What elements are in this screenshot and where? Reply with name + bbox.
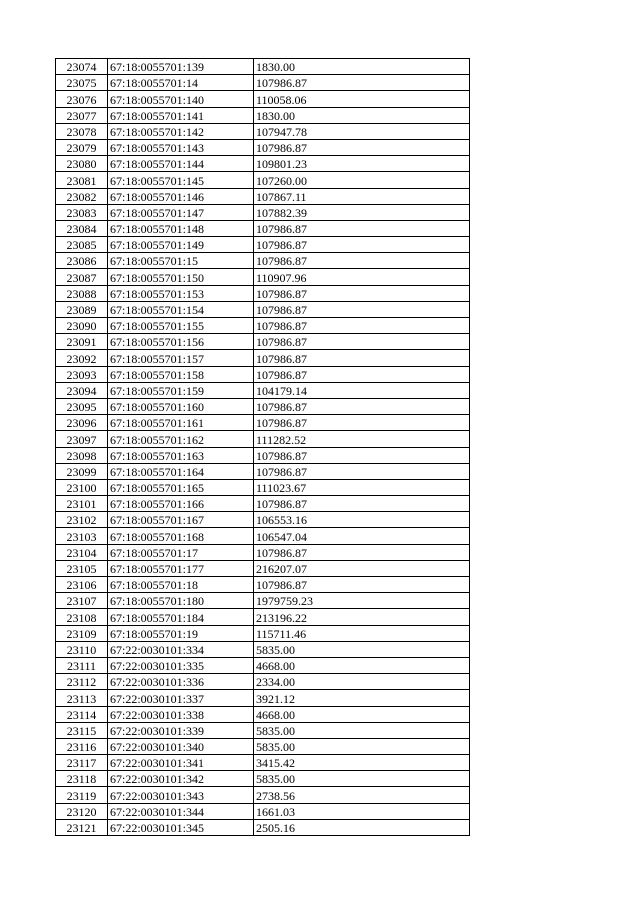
value-cell: 5835.00 bbox=[254, 722, 470, 738]
table-row bbox=[56, 334, 470, 350]
value-cell: 4668.00 bbox=[254, 657, 470, 673]
table-row bbox=[56, 204, 470, 220]
row-number-cell: 23109 bbox=[56, 625, 108, 641]
row-number-cell: 23098 bbox=[56, 447, 108, 463]
table-row bbox=[56, 803, 470, 819]
row-number-cell: 23097 bbox=[56, 431, 108, 447]
row-number-cell: 23091 bbox=[56, 334, 108, 350]
cadastral-number-cell: 67:22:0030101:341 bbox=[108, 755, 254, 771]
cadastral-number-cell: 67:18:0055701:142 bbox=[108, 123, 254, 139]
cadastral-number-cell: 67:18:0055701:159 bbox=[108, 382, 254, 398]
row-number-cell: 23088 bbox=[56, 285, 108, 301]
cadastral-number-cell: 67:22:0030101:340 bbox=[108, 738, 254, 754]
table-row bbox=[56, 722, 470, 738]
row-number-cell: 23120 bbox=[56, 803, 108, 819]
row-number-cell: 23076 bbox=[56, 91, 108, 107]
row-number-cell: 23094 bbox=[56, 382, 108, 398]
value-cell: 1830.00 bbox=[254, 59, 470, 75]
table-body bbox=[56, 59, 470, 836]
table-row bbox=[56, 674, 470, 690]
row-number-cell: 23106 bbox=[56, 577, 108, 593]
cadastral-number-cell: 67:18:0055701:158 bbox=[108, 366, 254, 382]
value-cell: 107986.87 bbox=[254, 398, 470, 414]
value-cell: 1830.00 bbox=[254, 107, 470, 123]
row-number-cell: 23116 bbox=[56, 738, 108, 754]
cadastral-number-cell: 67:18:0055701:157 bbox=[108, 350, 254, 366]
row-number-cell: 23074 bbox=[56, 59, 108, 75]
row-number-cell: 23117 bbox=[56, 755, 108, 771]
value-cell: 4668.00 bbox=[254, 706, 470, 722]
cadastral-number-cell: 67:18:0055701:166 bbox=[108, 496, 254, 512]
row-number-cell: 23105 bbox=[56, 560, 108, 576]
cadastral-number-cell: 67:22:0030101:334 bbox=[108, 641, 254, 657]
table-row bbox=[56, 366, 470, 382]
table-row bbox=[56, 463, 470, 479]
cadastral-number-cell: 67:22:0030101:336 bbox=[108, 674, 254, 690]
row-number-cell: 23099 bbox=[56, 463, 108, 479]
cadastral-number-cell: 67:22:0030101:345 bbox=[108, 819, 254, 835]
value-cell: 107986.87 bbox=[254, 350, 470, 366]
row-number-cell: 23090 bbox=[56, 318, 108, 334]
value-cell: 5835.00 bbox=[254, 771, 470, 787]
table-row bbox=[56, 593, 470, 609]
cadastral-number-cell: 67:18:0055701:19 bbox=[108, 625, 254, 641]
row-number-cell: 23084 bbox=[56, 220, 108, 236]
cadastral-number-cell: 67:18:0055701:154 bbox=[108, 301, 254, 317]
value-cell: 107986.87 bbox=[254, 237, 470, 253]
table-row bbox=[56, 641, 470, 657]
row-number-cell: 23082 bbox=[56, 188, 108, 204]
cadastral-number-cell: 67:18:0055701:15 bbox=[108, 253, 254, 269]
row-number-cell: 23110 bbox=[56, 641, 108, 657]
row-number-cell: 23080 bbox=[56, 156, 108, 172]
table-row bbox=[56, 107, 470, 123]
table-row bbox=[56, 479, 470, 495]
cadastral-number-cell: 67:18:0055701:141 bbox=[108, 107, 254, 123]
table-row bbox=[56, 690, 470, 706]
cadastral-number-cell: 67:18:0055701:161 bbox=[108, 415, 254, 431]
row-number-cell: 23095 bbox=[56, 398, 108, 414]
table-row bbox=[56, 738, 470, 754]
cadastral-number-cell: 67:18:0055701:153 bbox=[108, 285, 254, 301]
cadastral-number-cell: 67:22:0030101:339 bbox=[108, 722, 254, 738]
cadastral-number-cell: 67:18:0055701:143 bbox=[108, 139, 254, 155]
table-row bbox=[56, 512, 470, 528]
table-row bbox=[56, 91, 470, 107]
table-row bbox=[56, 447, 470, 463]
value-cell: 107986.87 bbox=[254, 285, 470, 301]
row-number-cell: 23077 bbox=[56, 107, 108, 123]
row-number-cell: 23075 bbox=[56, 75, 108, 91]
cadastral-number-cell: 67:18:0055701:164 bbox=[108, 463, 254, 479]
row-number-cell: 23119 bbox=[56, 787, 108, 803]
value-cell: 109801.23 bbox=[254, 156, 470, 172]
row-number-cell: 23113 bbox=[56, 690, 108, 706]
value-cell: 107882.39 bbox=[254, 204, 470, 220]
table-row bbox=[56, 544, 470, 560]
value-cell: 107947.78 bbox=[254, 123, 470, 139]
value-cell: 107986.87 bbox=[254, 75, 470, 91]
table-row bbox=[56, 415, 470, 431]
table-row bbox=[56, 253, 470, 269]
row-number-cell: 23081 bbox=[56, 172, 108, 188]
table-row bbox=[56, 382, 470, 398]
value-cell: 5835.00 bbox=[254, 641, 470, 657]
row-number-cell: 23093 bbox=[56, 366, 108, 382]
row-number-cell: 23115 bbox=[56, 722, 108, 738]
cadastral-number-cell: 67:18:0055701:168 bbox=[108, 528, 254, 544]
row-number-cell: 23101 bbox=[56, 496, 108, 512]
table-row bbox=[56, 285, 470, 301]
table-row bbox=[56, 139, 470, 155]
table-row bbox=[56, 398, 470, 414]
table-row bbox=[56, 496, 470, 512]
row-number-cell: 23112 bbox=[56, 674, 108, 690]
table-row bbox=[56, 220, 470, 236]
cadastral-number-cell: 67:18:0055701:139 bbox=[108, 59, 254, 75]
cadastral-number-cell: 67:18:0055701:140 bbox=[108, 91, 254, 107]
value-cell: 5835.00 bbox=[254, 738, 470, 754]
table-row bbox=[56, 301, 470, 317]
cadastral-number-cell: 67:18:0055701:177 bbox=[108, 560, 254, 576]
value-cell: 107986.87 bbox=[254, 496, 470, 512]
cadastral-number-cell: 67:18:0055701:184 bbox=[108, 609, 254, 625]
value-cell: 107986.87 bbox=[254, 139, 470, 155]
row-number-cell: 23118 bbox=[56, 771, 108, 787]
value-cell: 107986.87 bbox=[254, 463, 470, 479]
row-number-cell: 23087 bbox=[56, 269, 108, 285]
row-number-cell: 23079 bbox=[56, 139, 108, 155]
row-number-cell: 23102 bbox=[56, 512, 108, 528]
table-row bbox=[56, 59, 470, 75]
value-cell: 107867.11 bbox=[254, 188, 470, 204]
value-cell: 1661.03 bbox=[254, 803, 470, 819]
row-number-cell: 23114 bbox=[56, 706, 108, 722]
cadastral-number-cell: 67:22:0030101:338 bbox=[108, 706, 254, 722]
table-row bbox=[56, 350, 470, 366]
table-row bbox=[56, 787, 470, 803]
cadastral-number-cell: 67:18:0055701:180 bbox=[108, 593, 254, 609]
table-row bbox=[56, 156, 470, 172]
cadastral-number-cell: 67:18:0055701:167 bbox=[108, 512, 254, 528]
value-cell: 110907.96 bbox=[254, 269, 470, 285]
cadastral-value-table bbox=[55, 58, 470, 836]
cadastral-number-cell: 67:18:0055701:17 bbox=[108, 544, 254, 560]
row-number-cell: 23096 bbox=[56, 415, 108, 431]
value-cell: 2738.56 bbox=[254, 787, 470, 803]
cadastral-number-cell: 67:18:0055701:160 bbox=[108, 398, 254, 414]
value-cell: 111282.52 bbox=[254, 431, 470, 447]
cadastral-number-cell: 67:18:0055701:156 bbox=[108, 334, 254, 350]
row-number-cell: 23103 bbox=[56, 528, 108, 544]
table-row bbox=[56, 819, 470, 835]
value-cell: 3415.42 bbox=[254, 755, 470, 771]
value-cell: 107986.87 bbox=[254, 544, 470, 560]
table-row bbox=[56, 123, 470, 139]
value-cell: 107260.00 bbox=[254, 172, 470, 188]
value-cell: 107986.87 bbox=[254, 415, 470, 431]
value-cell: 2334.00 bbox=[254, 674, 470, 690]
row-number-cell: 23085 bbox=[56, 237, 108, 253]
row-number-cell: 23078 bbox=[56, 123, 108, 139]
table-row bbox=[56, 755, 470, 771]
value-cell: 107986.87 bbox=[254, 318, 470, 334]
cadastral-number-cell: 67:18:0055701:150 bbox=[108, 269, 254, 285]
table-row bbox=[56, 706, 470, 722]
value-cell: 1979759.23 bbox=[254, 593, 470, 609]
table-row bbox=[56, 172, 470, 188]
value-cell: 104179.14 bbox=[254, 382, 470, 398]
cadastral-number-cell: 67:18:0055701:146 bbox=[108, 188, 254, 204]
table-row bbox=[56, 75, 470, 91]
row-number-cell: 23083 bbox=[56, 204, 108, 220]
value-cell: 106553.16 bbox=[254, 512, 470, 528]
value-cell: 106547.04 bbox=[254, 528, 470, 544]
value-cell: 216207.07 bbox=[254, 560, 470, 576]
value-cell: 2505.16 bbox=[254, 819, 470, 835]
row-number-cell: 23092 bbox=[56, 350, 108, 366]
value-cell: 107986.87 bbox=[254, 366, 470, 382]
cadastral-number-cell: 67:18:0055701:147 bbox=[108, 204, 254, 220]
value-cell: 107986.87 bbox=[254, 220, 470, 236]
value-cell: 107986.87 bbox=[254, 447, 470, 463]
value-cell: 111023.67 bbox=[254, 479, 470, 495]
row-number-cell: 23089 bbox=[56, 301, 108, 317]
row-number-cell: 23104 bbox=[56, 544, 108, 560]
cadastral-number-cell: 67:18:0055701:149 bbox=[108, 237, 254, 253]
cadastral-number-cell: 67:18:0055701:18 bbox=[108, 577, 254, 593]
value-cell: 107986.87 bbox=[254, 577, 470, 593]
table-row bbox=[56, 657, 470, 673]
cadastral-number-cell: 67:22:0030101:343 bbox=[108, 787, 254, 803]
table-row bbox=[56, 609, 470, 625]
cadastral-number-cell: 67:22:0030101:342 bbox=[108, 771, 254, 787]
table-row bbox=[56, 237, 470, 253]
row-number-cell: 23086 bbox=[56, 253, 108, 269]
value-cell: 107986.87 bbox=[254, 334, 470, 350]
table-row bbox=[56, 577, 470, 593]
cadastral-number-cell: 67:22:0030101:335 bbox=[108, 657, 254, 673]
table-row bbox=[56, 528, 470, 544]
row-number-cell: 23111 bbox=[56, 657, 108, 673]
value-cell: 213196.22 bbox=[254, 609, 470, 625]
table-row bbox=[56, 560, 470, 576]
cadastral-number-cell: 67:18:0055701:163 bbox=[108, 447, 254, 463]
table-row bbox=[56, 188, 470, 204]
value-cell: 107986.87 bbox=[254, 301, 470, 317]
cadastral-number-cell: 67:22:0030101:337 bbox=[108, 690, 254, 706]
cadastral-number-cell: 67:22:0030101:344 bbox=[108, 803, 254, 819]
cadastral-number-cell: 67:18:0055701:155 bbox=[108, 318, 254, 334]
table-row bbox=[56, 625, 470, 641]
value-cell: 115711.46 bbox=[254, 625, 470, 641]
cadastral-number-cell: 67:18:0055701:165 bbox=[108, 479, 254, 495]
table-row bbox=[56, 318, 470, 334]
cadastral-number-cell: 67:18:0055701:162 bbox=[108, 431, 254, 447]
table-row bbox=[56, 269, 470, 285]
row-number-cell: 23121 bbox=[56, 819, 108, 835]
cadastral-number-cell: 67:18:0055701:148 bbox=[108, 220, 254, 236]
table-row bbox=[56, 771, 470, 787]
table-row bbox=[56, 431, 470, 447]
value-cell: 3921.12 bbox=[254, 690, 470, 706]
row-number-cell: 23108 bbox=[56, 609, 108, 625]
value-cell: 107986.87 bbox=[254, 253, 470, 269]
cadastral-number-cell: 67:18:0055701:144 bbox=[108, 156, 254, 172]
row-number-cell: 23107 bbox=[56, 593, 108, 609]
value-cell: 110058.06 bbox=[254, 91, 470, 107]
cadastral-number-cell: 67:18:0055701:145 bbox=[108, 172, 254, 188]
row-number-cell: 23100 bbox=[56, 479, 108, 495]
cadastral-number-cell: 67:18:0055701:14 bbox=[108, 75, 254, 91]
